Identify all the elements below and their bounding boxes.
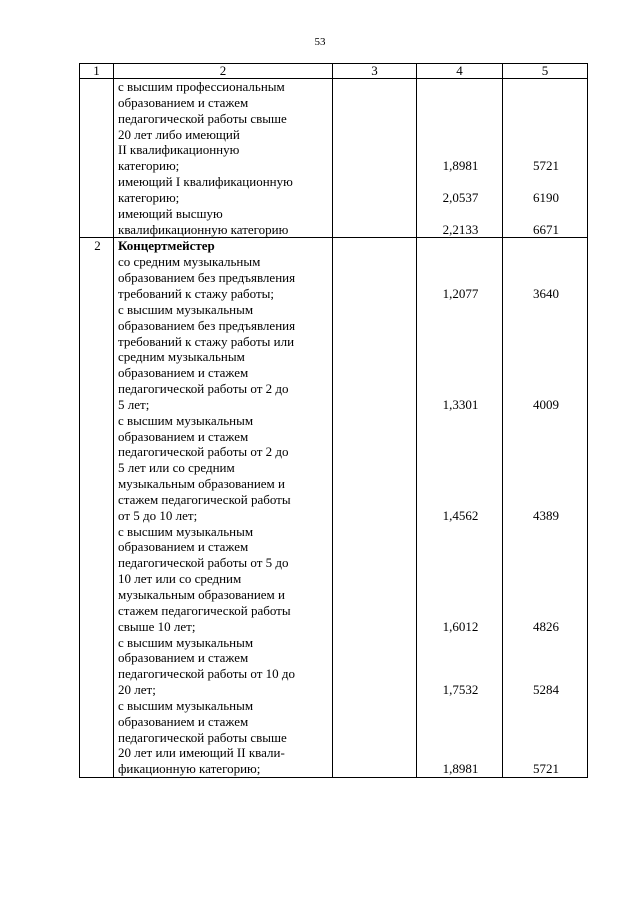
- coefficient-value: 1,2077: [442, 285, 479, 301]
- coefficient-value: [421, 635, 500, 651]
- salary-value: [507, 238, 585, 254]
- salary-value: [507, 650, 585, 666]
- salary-value: [507, 413, 585, 429]
- coefficient-value: [421, 381, 500, 397]
- description-line: квалификационную категорию: [118, 221, 289, 237]
- coefficient-value: [421, 714, 500, 730]
- coefficient-value: [421, 730, 500, 746]
- description-line: 20 лет или имеющий II квали-: [118, 745, 285, 761]
- salary-value: [507, 587, 585, 603]
- coefficient-value: 1,4562: [442, 507, 479, 523]
- header-cell-2: 2: [114, 64, 333, 79]
- description-line: педагогической работы от 5 до: [118, 555, 289, 571]
- description-line: стажем педагогической работы: [118, 602, 291, 618]
- salary-value: [507, 270, 585, 286]
- coefficient-value: [421, 142, 500, 158]
- salary-value: [507, 745, 585, 761]
- description-line: педагогической работы свыше: [118, 110, 287, 126]
- coefficient-value: 1,3301: [442, 396, 479, 412]
- description-line: музыкальным образованием и: [118, 587, 285, 602]
- coefficient-value: [421, 745, 500, 761]
- description-line: фикационную категорию;: [118, 761, 261, 777]
- coefficient-value: [421, 334, 500, 350]
- coefficient-value: [421, 270, 500, 286]
- salary-value: 4826: [533, 618, 559, 634]
- salary-value: [507, 349, 585, 365]
- row-coefficient: [417, 238, 503, 778]
- description-line: образованием без предъявления: [118, 270, 296, 286]
- coefficient-value: [421, 206, 500, 222]
- salary-value: [507, 302, 585, 318]
- coefficient-value: [421, 603, 500, 619]
- salary-value: [507, 635, 585, 651]
- coefficient-value: [421, 174, 500, 190]
- salary-value: [507, 539, 585, 555]
- coefficient-value: [421, 429, 500, 445]
- description-line: педагогической работы от 2 до: [118, 381, 289, 397]
- description-line: 20 лет либо имеющий: [118, 126, 240, 142]
- salary-value: [507, 95, 585, 111]
- coefficient-value: [421, 539, 500, 555]
- coefficient-value: [421, 95, 500, 111]
- salary-value: 5721: [533, 761, 559, 777]
- row-number: [80, 79, 114, 238]
- row-salary: [503, 79, 588, 238]
- salary-value: 4389: [533, 507, 559, 523]
- salary-table: [79, 63, 588, 778]
- description-line: педагогической работы от 2 до: [118, 444, 289, 460]
- salary-value: [507, 381, 585, 397]
- coefficient-value: 1,6012: [442, 618, 479, 634]
- table-header-row: [80, 64, 588, 79]
- coefficient-value: [421, 555, 500, 571]
- coefficient-value: [421, 254, 500, 270]
- row-coefficient: [417, 79, 503, 238]
- description-line: с высшим музыкальным: [118, 412, 254, 428]
- row-col3: [333, 238, 417, 778]
- description-line: 5 лет или со средним: [118, 460, 235, 476]
- coefficient-value: [421, 349, 500, 365]
- salary-value: [507, 698, 585, 714]
- salary-value: [507, 174, 585, 190]
- coefficient-value: 2,0537: [442, 189, 479, 205]
- salary-value: [507, 571, 585, 587]
- salary-value: [507, 524, 585, 540]
- salary-value: [507, 666, 585, 682]
- coefficient-value: 1,7532: [442, 682, 479, 698]
- salary-value: [507, 79, 585, 95]
- coefficient-value: [421, 365, 500, 381]
- description-line: педагогической работы от 10 до: [118, 666, 296, 682]
- salary-value: [507, 476, 585, 492]
- row-description: [114, 238, 333, 778]
- page-number: 53: [314, 36, 326, 48]
- salary-value: 5721: [533, 158, 559, 174]
- description-line: 5 лет;: [118, 396, 150, 412]
- description-line: с высшим музыкальным: [118, 697, 254, 713]
- description-line: категорию;: [118, 158, 180, 174]
- salary-value: [507, 318, 585, 334]
- coefficient-value: [421, 460, 500, 476]
- description-line: с высшим профессиональным: [118, 79, 285, 94]
- coefficient-value: [421, 571, 500, 587]
- coefficient-value: [421, 413, 500, 429]
- coefficient-value: [421, 302, 500, 318]
- salary-value: [507, 254, 585, 270]
- description-line: 10 лет или со средним: [118, 571, 242, 587]
- header-cell-3: 3: [333, 64, 417, 79]
- description-line: требований к стажу работы или: [118, 333, 295, 349]
- description-line: средним музыкальным: [118, 349, 245, 365]
- coefficient-value: [421, 238, 500, 254]
- salary-value: [507, 142, 585, 158]
- description-line: имеющий высшую: [118, 205, 223, 221]
- description-line: образованием и стажем: [118, 713, 249, 729]
- salary-value: [507, 714, 585, 730]
- coefficient-value: [421, 79, 500, 95]
- header-cell-1: 1: [80, 64, 114, 79]
- coefficient-value: [421, 318, 500, 334]
- coefficient-value: [421, 127, 500, 143]
- salary-value: 5284: [533, 682, 559, 698]
- description-line: с высшим музыкальным: [118, 634, 254, 650]
- salary-value: 3640: [533, 285, 559, 301]
- salary-value: [507, 365, 585, 381]
- description-line: образованием и стажем: [118, 94, 249, 110]
- description-line: с высшим музыкальным: [118, 523, 254, 539]
- salary-value: 6190: [533, 189, 559, 205]
- coefficient-value: 1,8981: [442, 761, 479, 777]
- coefficient-value: [421, 111, 500, 127]
- description-line: 20 лет;: [118, 682, 156, 698]
- coefficient-value: [421, 492, 500, 508]
- salary-value: [507, 111, 585, 127]
- description-line: образованием и стажем: [118, 428, 249, 444]
- description-line: педагогической работы свыше: [118, 729, 287, 745]
- row-salary: [503, 238, 588, 778]
- description-line: от 5 до 10 лет;: [118, 507, 198, 523]
- table-row: [80, 79, 588, 238]
- description-line: II квалификационную: [118, 142, 240, 158]
- coefficient-value: [421, 524, 500, 540]
- salary-value: [507, 206, 585, 222]
- description-line: образованием и стажем: [118, 650, 249, 666]
- description-line: свыше 10 лет;: [118, 618, 196, 634]
- position-title: Концертмейстер: [118, 238, 215, 254]
- coefficient-value: [421, 698, 500, 714]
- row-description: [114, 79, 333, 238]
- description-line: стажем педагогической работы: [118, 491, 291, 507]
- description-line: образованием без предъявления: [118, 317, 296, 333]
- description-line: образованием и стажем: [118, 539, 249, 555]
- description-line: категорию;: [118, 189, 180, 205]
- description-line: со средним музыкальным: [118, 254, 261, 270]
- salary-value: [507, 730, 585, 746]
- salary-value: 4009: [533, 396, 559, 412]
- salary-value: [507, 444, 585, 460]
- salary-value: [507, 429, 585, 445]
- row-col3: [333, 79, 417, 238]
- description-line: образованием и стажем: [118, 365, 249, 381]
- description-line: имеющий I квалификационную: [118, 174, 293, 190]
- salary-value: [507, 555, 585, 571]
- salary-value: [507, 334, 585, 350]
- coefficient-value: 1,8981: [442, 158, 479, 174]
- coefficient-value: [421, 444, 500, 460]
- salary-value: [507, 127, 585, 143]
- table-row: [80, 238, 588, 778]
- coefficient-value: 2,2133: [442, 221, 479, 237]
- coefficient-value: [421, 666, 500, 682]
- coefficient-value: [421, 476, 500, 492]
- description-line: музыкальным образованием и: [118, 476, 285, 492]
- description-line: с высшим музыкальным: [118, 301, 254, 317]
- coefficient-value: [421, 587, 500, 603]
- salary-value: [507, 492, 585, 508]
- salary-value: [507, 603, 585, 619]
- description-line: требований к стажу работы;: [118, 285, 274, 301]
- salary-value: 6671: [533, 221, 559, 237]
- salary-value: [507, 460, 585, 476]
- header-cell-4: 4: [417, 64, 503, 79]
- coefficient-value: [421, 650, 500, 666]
- row-number: 2: [80, 238, 114, 778]
- header-cell-5: 5: [503, 64, 588, 79]
